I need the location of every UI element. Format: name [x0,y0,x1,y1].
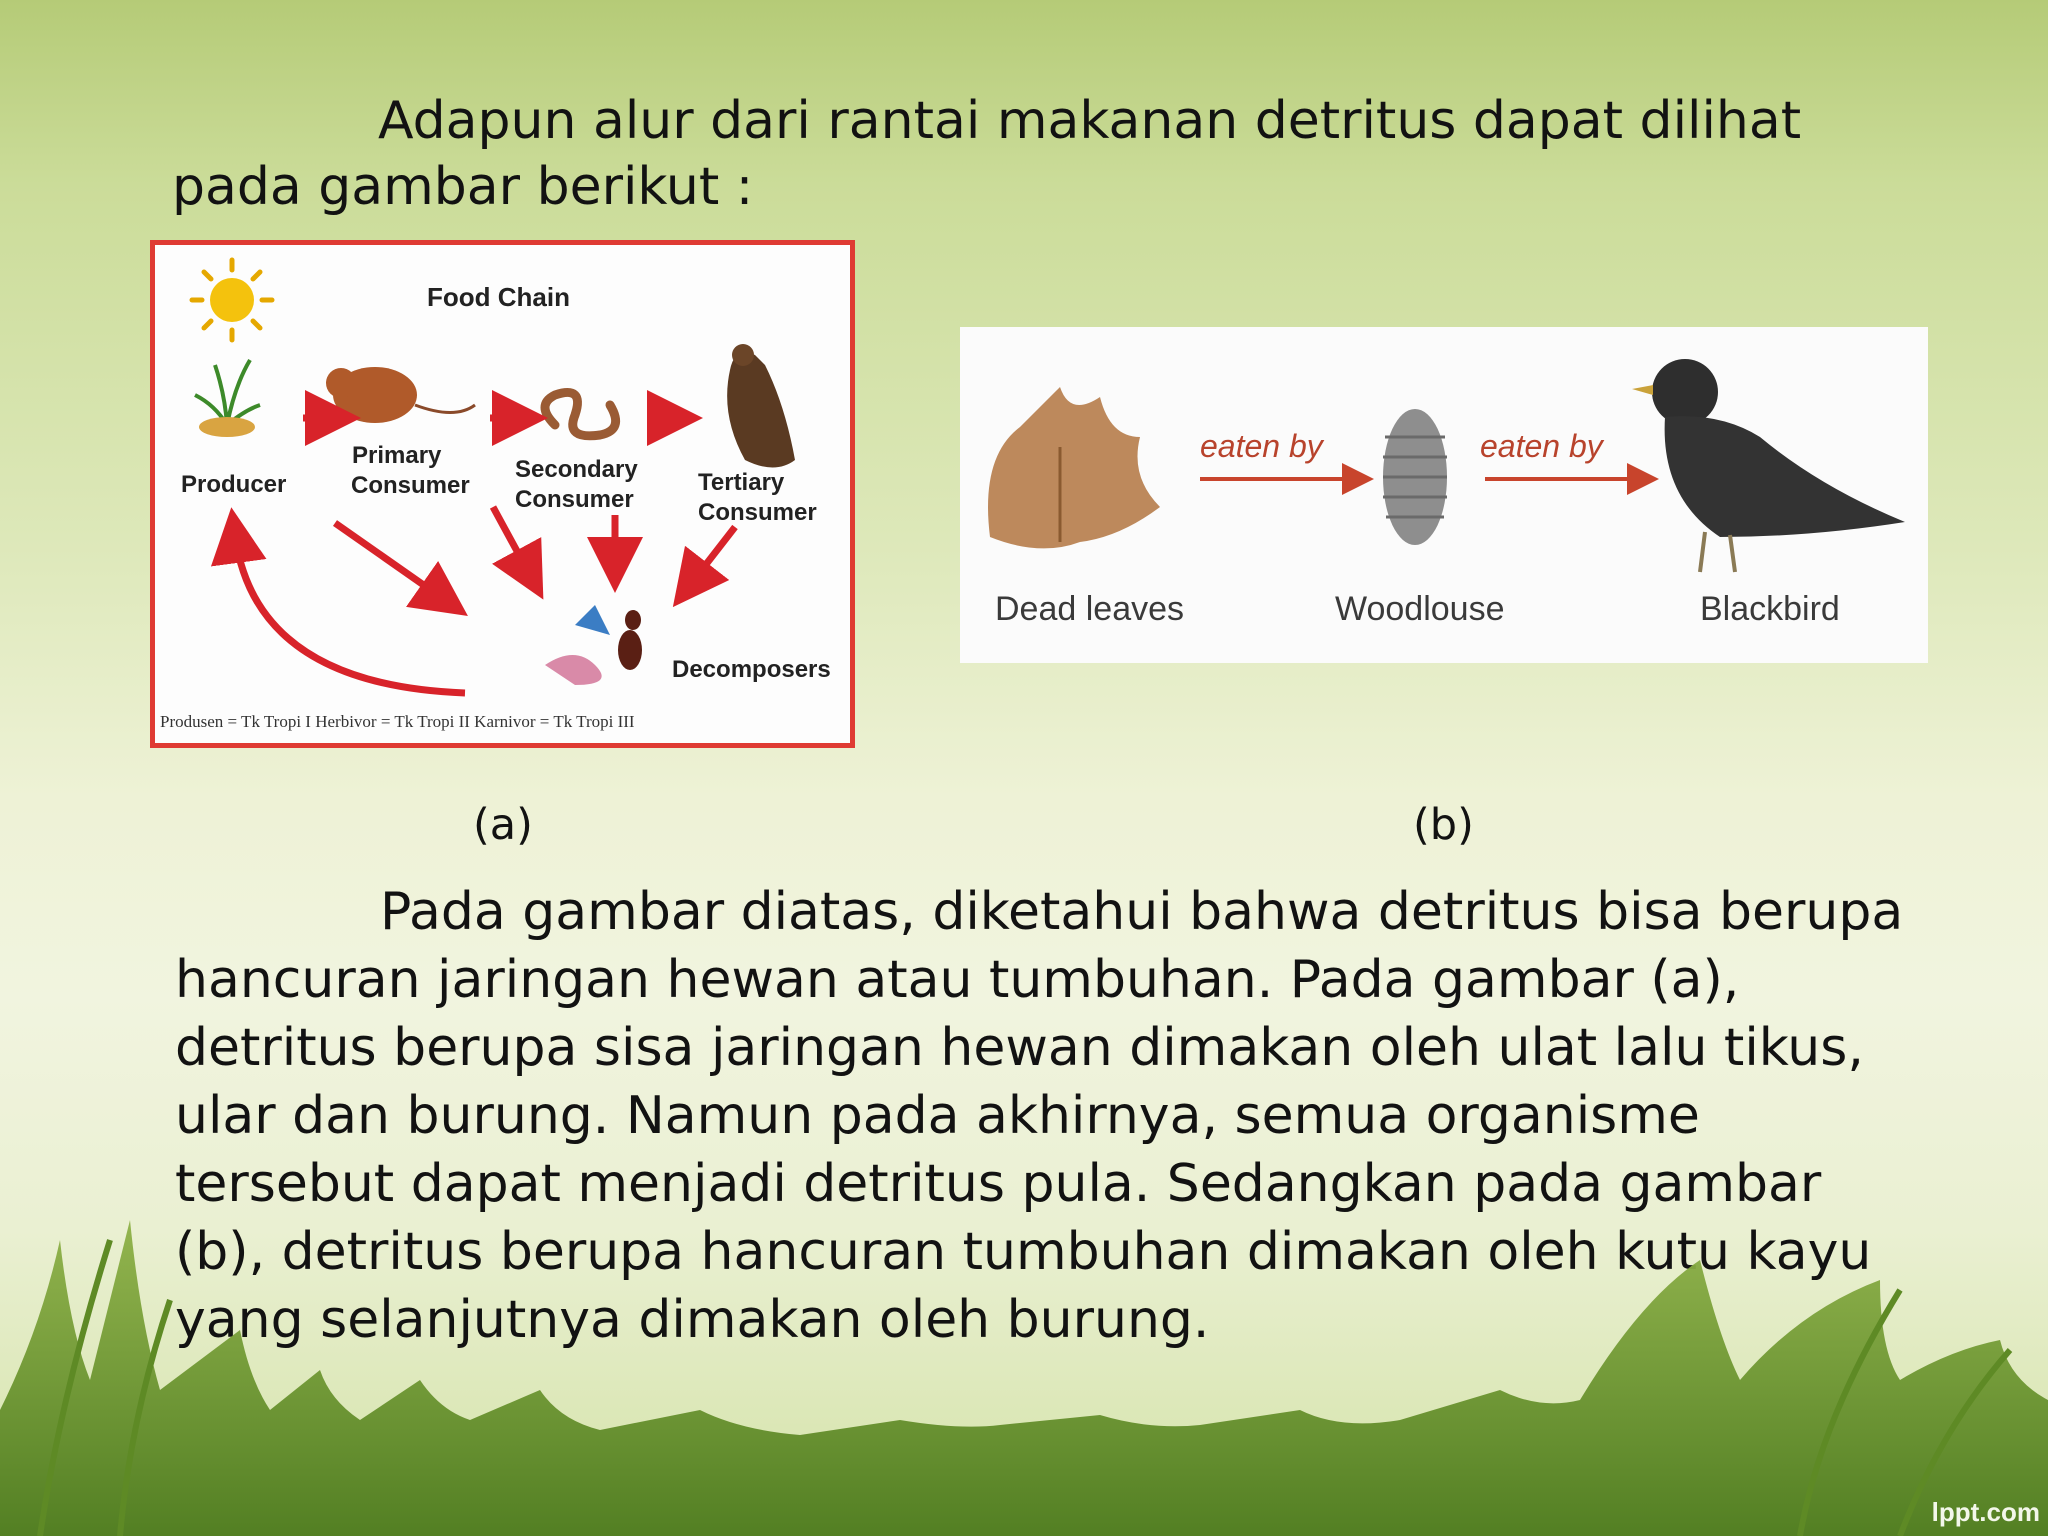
secondary-label-1: Secondary [515,456,638,483]
producer-label: Producer [181,471,287,498]
primary-label-2: Consumer [351,472,470,499]
grass-decoration [0,1180,2048,1536]
dead-leaves-icon [988,387,1160,548]
arrow-tertiary-to-decomposers [690,527,735,585]
snake-icon [545,393,616,436]
arrow-decomposers-to-producer [235,535,465,693]
sun-icon [192,260,272,340]
woodlouse-label: Woodlouse [1335,590,1505,628]
food-chain-title: Food Chain [427,282,570,312]
watermark-logo: lppt.com [1931,1497,2040,1527]
decomposers-label: Decomposers [672,656,831,683]
mouse-icon [326,367,475,423]
primary-label-1: Primary [352,442,442,469]
caption-a: (a) [473,800,533,850]
tertiary-label-2: Consumer [698,499,817,526]
plant-icon [195,360,260,437]
body-paragraph: Pada gambar diatas, diketahui bahwa detritus bisa berupa hancuran jaringan hewan atau tumbuhan. Pada gambar (a), detritus berupa sisa jaringan hewan dimakan oleh ulat lalu tikus, ular dan burung. Namun pada akhirnya, semua organisme tersebut dapat menjadi detritus pula. Sedangkan pada gambar (b), detritus berupa hancuran tumbuhan dimakan oleh kutu kayu yang selanjutnya dimakan oleh burung. [175,882,1904,1350]
eaten-by-label-1: eaten by [1200,428,1323,464]
arrow-producer-to-decomposers [335,523,445,600]
woodlouse-icon [1383,409,1447,545]
trophic-footer: Produsen = Tk Tropi I Herbivor = Tk Tropi II Karnivor = Tk Tropi III [160,712,635,731]
detritus-chain-figure [960,327,1928,663]
tertiary-label-1: Tertiary [698,469,785,496]
food-chain-diagram [155,245,850,743]
hawk-icon [727,344,795,468]
food-chain-figure [150,240,855,748]
intro-paragraph: Adapun alur dari rantai makanan detritus dapat dilihat pada gambar berikut : [172,91,1802,217]
secondary-label-2: Consumer [515,486,634,513]
caption-b: (b) [1413,800,1474,850]
eaten-by-label-2: eaten by [1480,428,1603,464]
blackbird-label: Blackbird [1700,590,1840,628]
arrow-primary-to-decomposers [493,507,530,575]
detritus-chain-diagram [960,327,1928,663]
decomposers-icon [545,605,642,685]
dead-leaves-label: Dead leaves [995,590,1185,628]
blackbird-icon [1632,359,1905,572]
